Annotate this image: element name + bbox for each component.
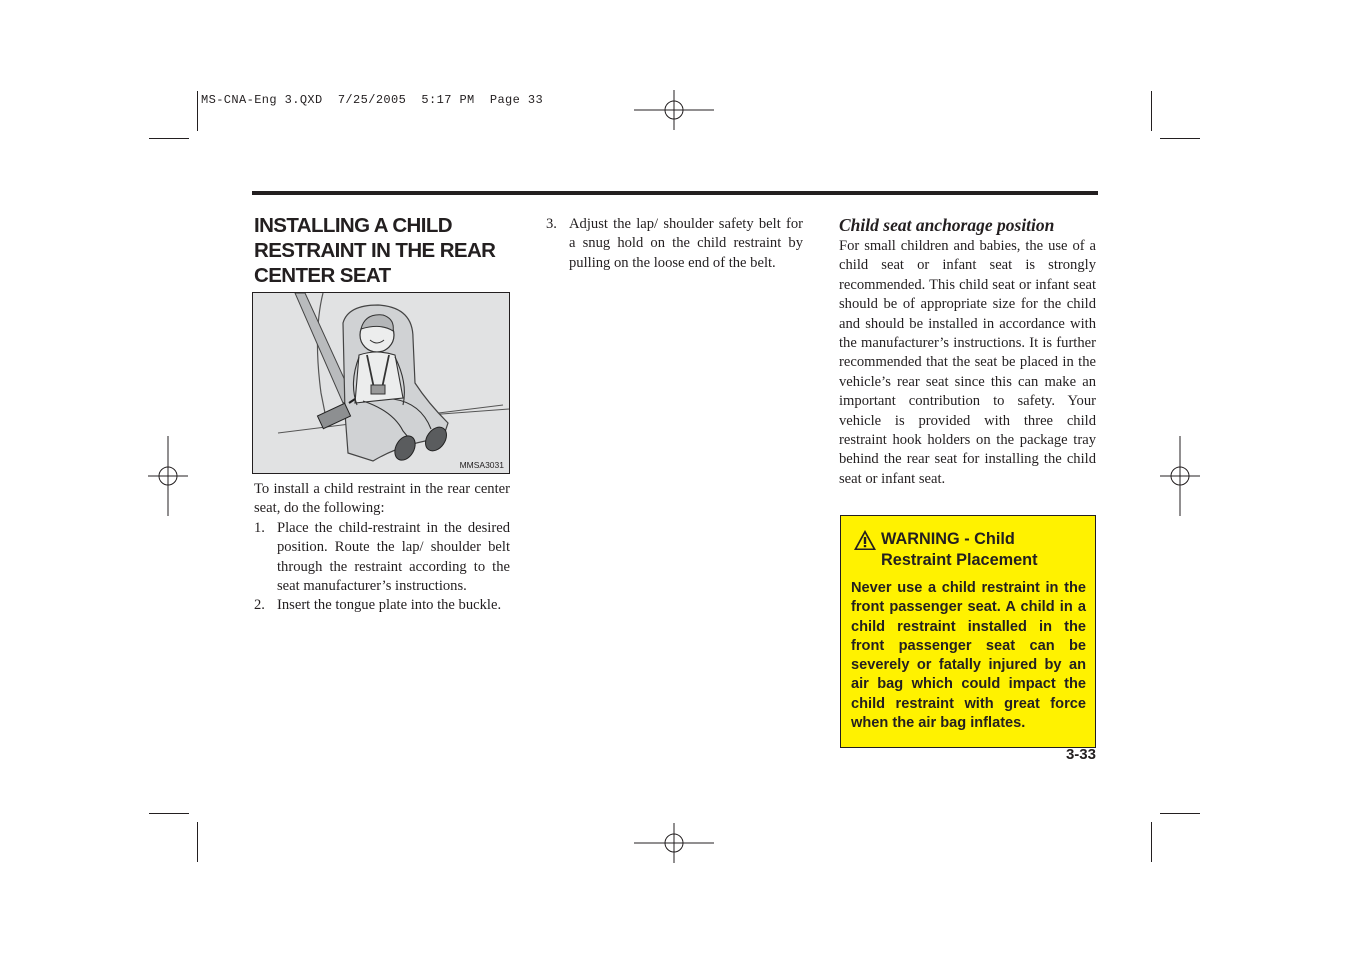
section-title: INSTALLING A CHILD RESTRAINT IN THE REAR CENTER SEAT bbox=[254, 214, 496, 287]
registration-mark-left bbox=[148, 436, 188, 516]
steps-list-b bbox=[546, 215, 803, 273]
printer-slug: MS-CNA-Eng 3.QXD 7/25/2005 5:17 PM Page 33 bbox=[201, 93, 544, 107]
warning-title-line2: Restraint Placement bbox=[881, 551, 1038, 569]
page-number: 3-33 bbox=[1065, 746, 1096, 763]
list-item bbox=[546, 215, 803, 273]
step-text: Insert the tongue plate into the buckle. bbox=[277, 597, 502, 614]
warning-title-line1: WARNING - Child bbox=[881, 530, 1015, 548]
list-item bbox=[254, 596, 510, 615]
column-1-text bbox=[254, 480, 510, 616]
step-number: 1. bbox=[254, 519, 265, 536]
registration-mark-top bbox=[634, 90, 714, 130]
child-in-car-seat-image bbox=[253, 293, 509, 473]
column-2-text bbox=[546, 215, 803, 273]
step-text: Adjust the lap/ shoulder safety belt for a snug hold on the child restraint by pulling on the loose end of the belt. bbox=[569, 216, 803, 271]
warning-box bbox=[840, 515, 1096, 748]
warning-body: Never use a child restraint in the front passenger seat. A child in a child restraint installed in the front passenger seat can be severely or fatally injured by an air bag which could impact the child restraint with great force when the air bag inflates. bbox=[851, 580, 1086, 732]
list-item bbox=[254, 519, 510, 597]
registration-mark-right bbox=[1160, 436, 1200, 516]
top-rule bbox=[252, 191, 1098, 195]
step-text: Place the child-restraint in the desired position. Route the lap/ shoulder belt through the restraint according to the seat manufacturer’s instructions. bbox=[277, 519, 510, 595]
anchorage-paragraph: For small children and babies, the use of a child seat or infant seat is strongly recommended. This child seat or infant seat should be of appropriate size for the child and should be installed in accordance with the manufacturer’s instructions. It is further recommended that the seat be placed in the vehicle’s rear seat since this can make an important contribution to safety. Your vehicle is provided with three child restraint hook holders on the package tray behind the rear seat for installing the child seat or infant seat. bbox=[839, 238, 1096, 487]
anchorage-title: Child seat anchorage position bbox=[839, 215, 1055, 235]
warning-triangle-icon bbox=[853, 529, 877, 551]
step-number: 2. bbox=[254, 597, 265, 614]
column-3-text bbox=[839, 214, 1096, 489]
intro-paragraph: To install a child restraint in the rear center seat, do the following: bbox=[254, 481, 510, 517]
steps-list-a bbox=[254, 519, 510, 616]
registration-mark-bottom bbox=[634, 823, 714, 863]
step-number: 3. bbox=[546, 216, 557, 232]
child-seat-illustration bbox=[252, 292, 510, 474]
warning-title bbox=[851, 529, 1086, 571]
figure-code: MMSA3031 bbox=[459, 460, 504, 470]
